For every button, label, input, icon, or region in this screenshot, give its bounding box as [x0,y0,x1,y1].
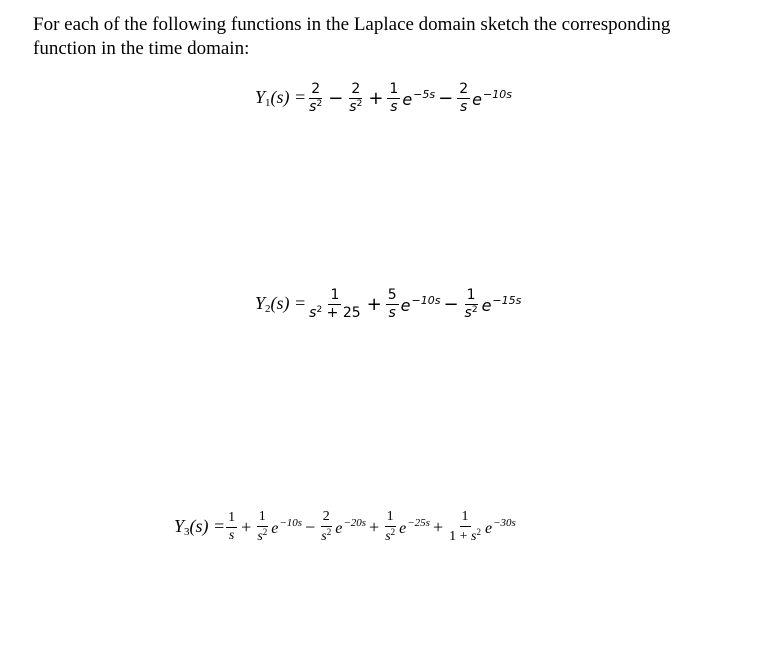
operator: − [305,516,316,537]
operator: + [432,516,444,537]
den-power: 2 [356,98,363,109]
exp-power: −15s [492,293,522,307]
denominator: s [388,304,396,321]
operator: + [369,516,380,537]
exponential [485,517,516,538]
denominator [347,99,364,115]
exp-base: e [399,519,407,537]
den-tail: + 25 [322,304,361,321]
exp-power: −25s [407,516,430,529]
operator: + [368,87,384,109]
numerator: 1 [460,510,471,527]
numerator: 1 [257,510,268,527]
denominator [307,99,324,115]
den-power: 2 [326,526,332,537]
eq2-term-1 [307,288,362,320]
exponential [271,517,302,538]
problem-statement-line-2: function in the time domain: [33,38,250,59]
exp-power: −10s [482,87,512,101]
exponential [482,294,522,315]
exponential [401,294,441,315]
equation-y3 [174,510,516,544]
numerator: 1 [466,287,476,303]
den-var: s [464,304,472,321]
numerator: 2 [321,510,332,527]
denominator: s [460,98,468,115]
eq3-term-2 [255,510,269,544]
equation-y2-lhs [255,293,306,315]
eq2-term-2 [386,288,399,320]
numerator: 1 [330,287,340,303]
lhs-argument: (s) = [189,516,226,537]
problem-statement [33,13,753,61]
exponential [402,88,435,109]
denominator [319,527,333,545]
lhs-letter: Y [174,516,185,537]
den-power: 2 [476,526,481,537]
equation-y1-lhs [255,87,306,109]
eq3-term-1 [226,511,237,543]
denominator [255,527,269,545]
eq3-term-5 [447,510,483,544]
lhs-subscript: 2 [265,303,271,316]
denominator [447,527,483,545]
lhs-argument: (s) = [270,87,307,108]
exp-base: e [402,89,413,109]
den-var: s [309,98,317,115]
denominator [383,527,397,545]
den-power: 2 [390,526,396,537]
exp-base: e [481,295,492,315]
den-prefix: 1 + [449,528,472,544]
exp-base: e [484,519,493,537]
denominator [307,305,362,321]
den-var: s [349,98,357,115]
eq1-term-1 [307,82,324,114]
eq2-term-3 [463,288,480,320]
numerator: 1 [389,81,399,97]
den-var: s [471,528,477,544]
exp-power: −10s [279,516,303,529]
eq3-term-3 [319,510,333,544]
numerator: 2 [459,81,469,97]
eq3-term-4 [383,510,397,544]
den-var: s [309,304,317,321]
den-var: s [257,528,263,544]
numerator: 2 [351,81,361,97]
lhs-subscript: 1 [265,97,271,110]
lhs-subscript: 3 [184,526,190,539]
exp-base: e [400,295,411,315]
operator: + [366,293,382,315]
operator: + [241,516,252,537]
exp-base: e [472,89,482,109]
exp-power: −10s [411,293,441,307]
den-power: 2 [262,526,268,537]
den-power: 2 [316,304,323,315]
numerator: 1 [226,511,237,528]
den-power: 2 [316,98,323,109]
lhs-letter: Y [255,87,266,108]
operator: − [438,87,454,109]
den-var: s [321,528,327,544]
den-var: s [385,528,391,544]
eq1-term-4 [457,82,470,114]
denominator [463,305,480,321]
problem-statement-line-1: For each of the following functions in the Laplace domain sketch the corresponding [33,14,671,35]
operator: − [443,293,459,315]
numerator: 1 [385,510,396,527]
eq1-term-3 [387,82,400,114]
exp-power: −30s [493,516,516,529]
exp-power: −5s [413,87,436,101]
equation-y2 [255,288,521,320]
exponential [335,517,366,538]
lhs-letter: Y [255,293,266,314]
denominator: s [228,527,235,543]
numerator: 5 [387,287,397,303]
numerator: 2 [311,81,321,97]
exp-base: e [271,519,279,537]
exponential [472,88,512,109]
denominator: s [390,98,398,115]
equation-y1 [255,82,512,114]
exp-base: e [335,519,343,537]
den-power: 2 [471,304,478,315]
operator: − [328,87,344,109]
eq1-term-2 [347,82,364,114]
equation-y3-lhs [174,516,225,538]
exponential [399,517,430,538]
exp-power: −20s [343,516,367,529]
lhs-argument: (s) = [270,293,307,314]
